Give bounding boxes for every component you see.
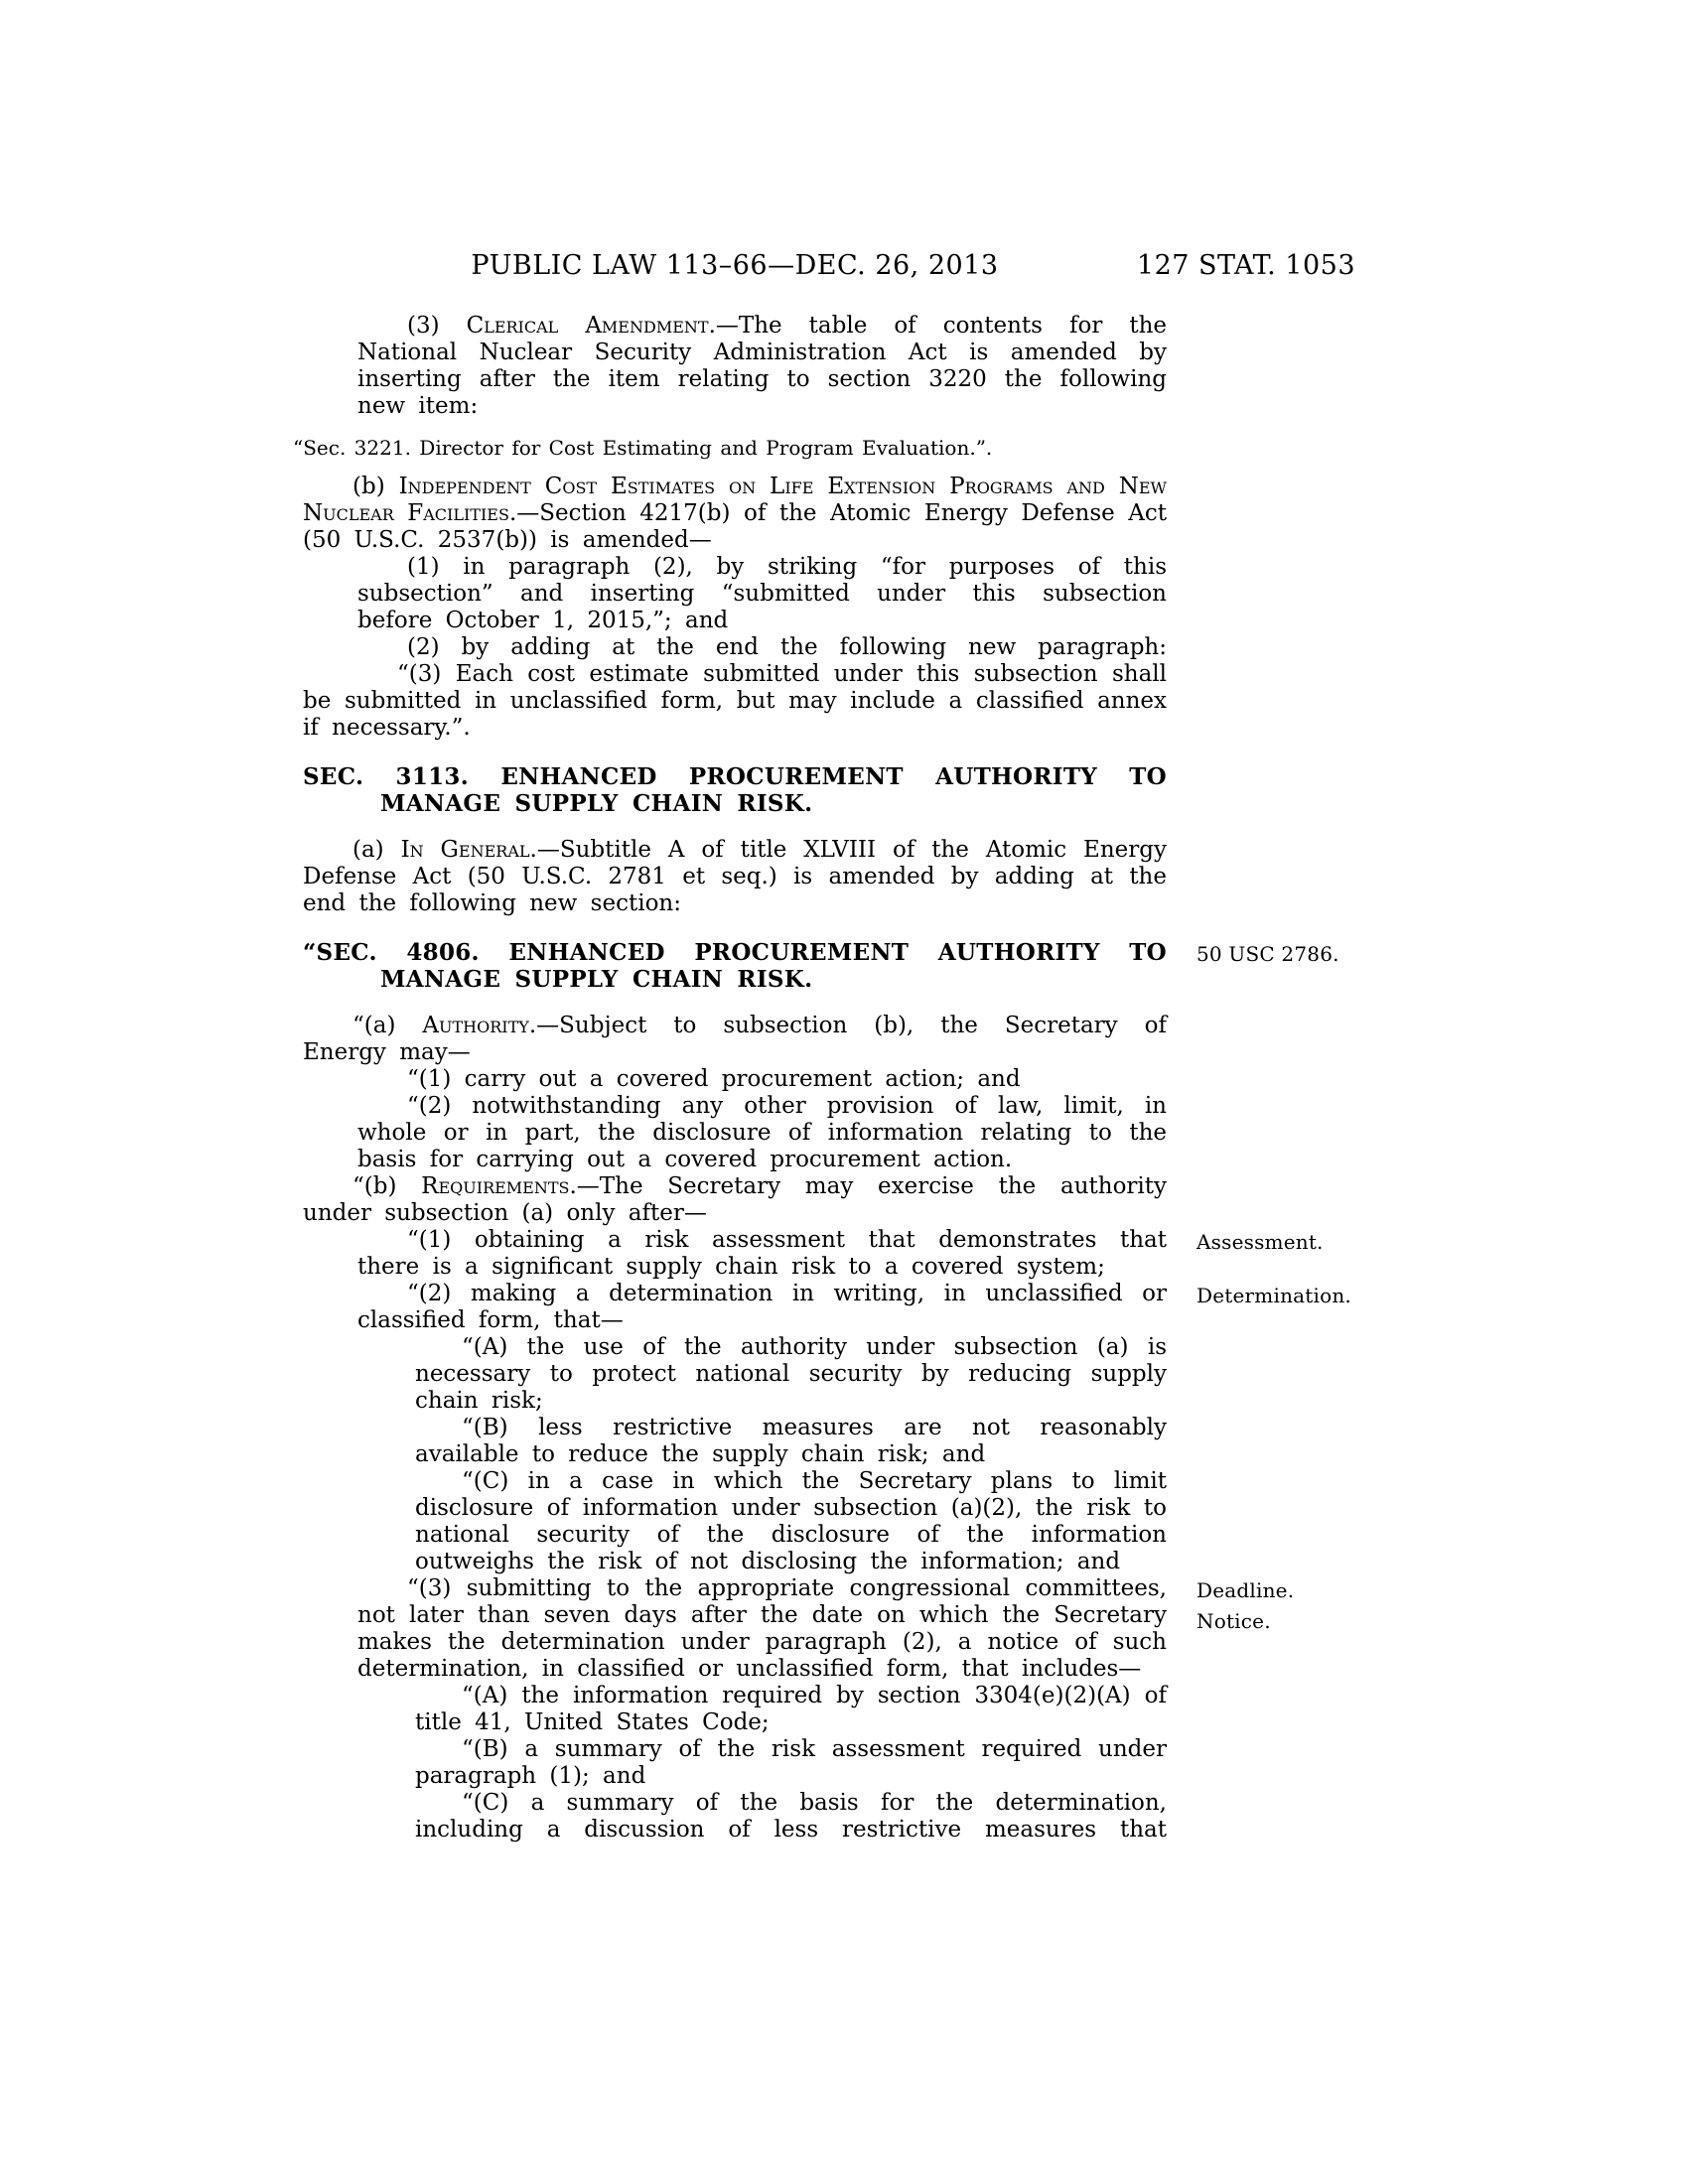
run-pre: “(a) xyxy=(352,1013,423,1038)
heading-text: “SEC. 4806. ENHANCED PROCUREMENT AUTHORITY TO MANAGE SUPPLY CHAIN RISK. xyxy=(303,939,1167,993)
quoted-subparagraph-b2B-less-restrictive: “(B) less restrictive measures are not reasonably available to reduce the supply chain risk; and xyxy=(415,1415,1167,1467)
paragraph-b2-adding-new-paragraph: (2) by adding at the end the following new paragraph: xyxy=(407,634,1167,660)
paragraph-text: “(3) submitting to the appropriate congressional committees, not later than seven days after the date on which the Secretary makes the determination under paragraph (2), a notice of such determination, in classified or unclassified form, that includes— xyxy=(357,1575,1167,1682)
run-post: .—Section 4217(b) of the Atomic Energy Defense Act (50 U.S.C. 2537(b)) is amended— xyxy=(303,500,1167,553)
margin-note-assessment: Assessment. xyxy=(1196,1230,1324,1254)
paragraph-b1-striking-inserting: (1) in paragraph (2), by striking “for purposes of this subsection” and inserting “submitted under this subsection before October 1, 2015,”; and xyxy=(357,554,1167,633)
smallcaps-run: Independent Cost Estimates on Life Extension Programs and New Nuclear Facilities xyxy=(303,474,1168,526)
run-pre: (a) xyxy=(352,837,401,863)
quoted-paragraph-a2-notwithstanding: “(2) notwithstanding any other provision of law, limit, in whole or in part, the disclosure of information relating to the basis for carrying out a covered procurement action. xyxy=(357,1093,1167,1172)
quoted-subsection-b-requirements xyxy=(303,1173,1167,1227)
quoted-subsection-a-authority xyxy=(303,1013,1167,1066)
run-post: .—The Secretary may exercise the authority under subsection (a) only after— xyxy=(303,1173,1167,1226)
quoted-paragraph-a1-carry-out: “(1) carry out a covered procurement action; and xyxy=(407,1066,1021,1092)
smallcaps-run: Requirements xyxy=(421,1173,570,1199)
run-pre: “(b) xyxy=(352,1173,422,1199)
section-heading-3113: SEC. 3113. ENHANCED PROCUREMENT AUTHORITY TO MANAGE SUPPLY CHAIN RISK. xyxy=(303,763,1167,817)
smallcaps-run: Authority xyxy=(422,1013,529,1038)
section-heading-4806 xyxy=(303,939,1339,993)
quoted-subparagraph-b3B-risk-assessment-summary: “(B) a summary of the risk assessment required under paragraph (1); and xyxy=(415,1736,1167,1789)
running-head-stat-page-number: 127 STAT. 1053 xyxy=(1136,250,1355,281)
run-pre: (3) xyxy=(407,313,467,339)
quoted-subparagraph-b3A-information-required: “(A) the information required by section 3304(e)(2)(A) of title 41, United States Code; xyxy=(415,1683,1167,1735)
quoted-paragraph-b2-determination xyxy=(303,1281,1351,1334)
smallcaps-run: Clerical Amendment xyxy=(466,313,709,339)
running-head-law-title: PUBLIC LAW 113–66—DEC. 26, 2013 xyxy=(471,250,999,281)
margin-note-determination: Determination. xyxy=(1196,1284,1351,1307)
margin-note-notice: Notice. xyxy=(1196,1609,1271,1633)
run-post: .—The table of contents for the National Nuclear Security Administration Act is amended by inserting after the item relating to section 3220 the following new item: xyxy=(357,313,1168,419)
smallcaps-run: In General xyxy=(400,837,530,863)
paragraph-text: “(1) obtaining a risk assessment that demonstrates that there is a significant supply chain risk to a covered system; xyxy=(357,1227,1167,1280)
paragraph-3-clerical-amendment xyxy=(303,313,1167,420)
run-post: .—Subtitle A of title XLVIII of the Atomic Energy Defense Act (50 U.S.C. 2781 et seq.) is amended by adding at the end the following new section: xyxy=(303,837,1167,916)
statute-text-column xyxy=(293,313,1351,1843)
subsection-b-independent-cost-estimates xyxy=(303,474,1167,554)
margin-note-deadline: Deadline. xyxy=(1196,1578,1295,1602)
run-post: .—Subject to subsection (b), the Secretary of Energy may— xyxy=(303,1013,1167,1065)
quoted-paragraph-b3-submitting-notice xyxy=(303,1575,1295,1683)
toc-entry-sec-3221: “Sec. 3221. Director for Cost Estimating and Program Evaluation.”. xyxy=(293,436,993,460)
paragraph-text: “(2) making a determination in writing, in unclassified or classified form, that— xyxy=(357,1281,1167,1333)
quoted-subparagraph-b2C-limit-disclosure: “(C) in a case in which the Secretary plans to limit disclosure of information under subsection (a)(2), the risk to national security of the disclosure of the information outweighs the risk of not disclosing the information; and xyxy=(415,1468,1167,1574)
quoted-paragraph-3-cost-estimate: “(3) Each cost estimate submitted under this subsection shall be submitted in unclassified form, but may include a classified annex if necessary.”. xyxy=(303,661,1167,741)
page-header xyxy=(303,250,1355,286)
subsection-a-in-general xyxy=(303,837,1167,917)
margin-note-50-usc-2786: 50 USC 2786. xyxy=(1196,942,1339,966)
quoted-subparagraph-b2A-use-of-authority: “(A) the use of the authority under subsection (a) is necessary to protect national security by reducing supply chain risk; xyxy=(415,1334,1167,1414)
run-pre: (b) xyxy=(352,474,399,499)
quoted-subparagraph-b3C-basis-summary: “(C) a summary of the basis for the determination, including a discussion of less restrictive measures that xyxy=(415,1790,1167,1843)
quoted-paragraph-b1-risk-assessment xyxy=(303,1227,1324,1281)
